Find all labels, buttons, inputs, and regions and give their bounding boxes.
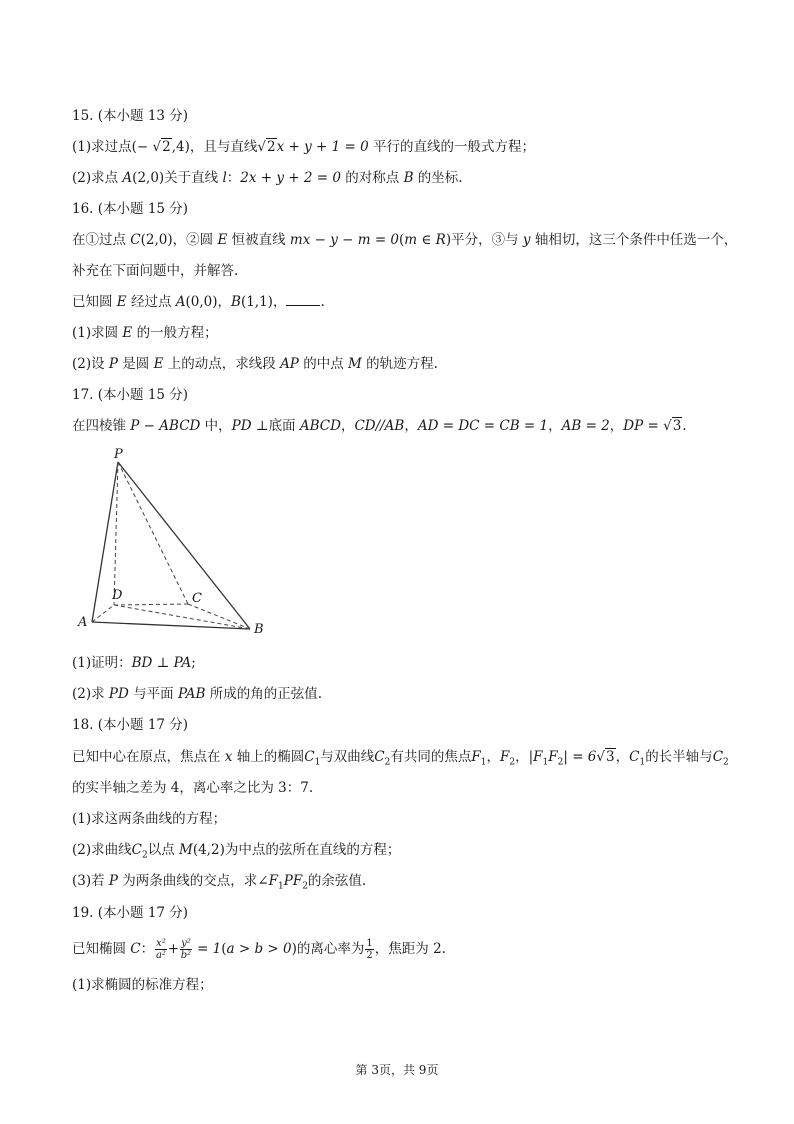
q15-part2: (2)求点 A(2,0)关于直线 l：2x + y + 2 = 0 的对称点 B 的坐标. [72, 170, 463, 186]
pyramid-figure [72, 442, 272, 640]
edge-AD [92, 605, 114, 622]
q18-line1: 已知中心在原点，焦点在 x 轴上的椭圆$C_1$与双曲线$C_2$有共同的焦点$F_1$，$F_2$，$|F_1F_2| = 6√3$，$C_1$的长半轴与$C_2$ [72, 749, 729, 768]
edge-DC [114, 604, 188, 605]
answer-blank [286, 293, 320, 306]
edge-AB [92, 622, 250, 629]
fraction-x2-a2: $\frac{\text{x²}}{\text{a²}}$ [155, 938, 166, 961]
q15-header: 15. (本小题 13 分) [72, 108, 189, 124]
label-D: D [112, 588, 123, 603]
q18-header: 18. (本小题 17 分) [72, 717, 189, 733]
q16-line1: 在①过点 C(2,0)，②圆 E 恒被直线 mx − y − m = 0(m ∈ R)平分，③与 y 轴相切，这三个条件中任选一个， [72, 232, 738, 248]
q19-line1: 已知椭圆 C： $\frac{\text{x²}}{\text{a²}}$ + $\frac{\text{y²}}{\text{b²}}$ = 1(a > b > 0)的离心率为 $\frac{1}{2}$ ，焦距为 2. [72, 938, 446, 961]
fraction-one-half: $\frac{1}{2}$ [366, 938, 373, 961]
q17-line1: 在四棱锥 P − ABCD 中，PD ⊥底面 ABCD，CD//AB，AD = DC = CB = 1，AB = 2，DP = √3. [72, 418, 687, 434]
q16-part1: (1)求圆 E 的一般方程； [72, 325, 218, 341]
q16-header: 16. (本小题 15 分) [72, 201, 189, 217]
q16-line3: 已知圆 E 经过点 A(0,0)，B(1,1)， . [72, 294, 325, 310]
q19-part1: (1)求椭圆的标准方程； [72, 977, 213, 993]
q18-part1: (1)求这两条曲线的方程； [72, 811, 227, 827]
q17-header: 17. (本小题 15 分) [72, 387, 189, 403]
fraction-y2-b2: $\frac{\text{y²}}{\text{b²}}$ [180, 938, 192, 961]
q17-part2: (2)求 PD 与平面 PAB 所成的角的正弦值. [72, 686, 323, 702]
edge-PC [118, 462, 188, 604]
q16-part2: (2)设 P 是圆 E 上的动点，求线段 AP 的中点 M 的轨迹方程. [72, 356, 438, 372]
q17-part1: (1)证明：BD ⊥ PA; [72, 655, 196, 671]
label-B: B [254, 622, 264, 637]
q16-line2: 补充在下面问题中，并解答. [72, 263, 239, 279]
q18-part3: (3)若 P 为两条曲线的交点，求$\angle F_1PF_2$的余弦值. [72, 873, 367, 892]
q15-part1: (1)求过点(− √2,4)，且与直线√2x + y + 1 = 0 平行的直线的一般式方程； [72, 139, 535, 155]
label-P: P [114, 447, 123, 462]
q18-part2: (2)求曲线$C_2$以点 M(4,2)为中点的弦所在直线的方程； [72, 842, 401, 861]
label-A: A [78, 615, 88, 630]
q19-header: 19. (本小题 17 分) [72, 905, 189, 921]
page-footer: 第 3页，共 9页 [355, 1063, 439, 1077]
q18-line2: 的实半轴之差为 4，离心率之比为 3：7. [72, 780, 314, 796]
label-C: C [192, 591, 202, 606]
